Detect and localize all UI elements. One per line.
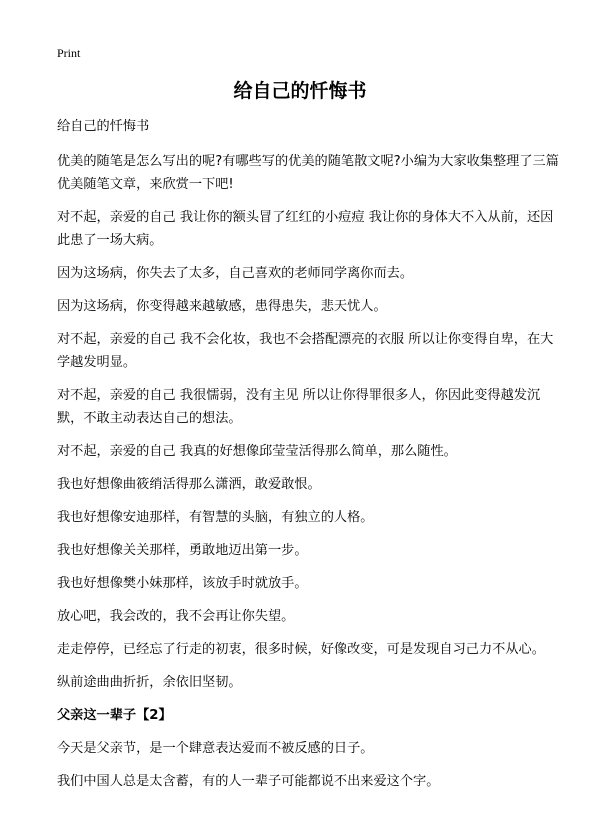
paragraph: 对不起，亲爱的自己 我真的好想像邱莹莹活得那么简单，那么随性。: [57, 444, 457, 459]
paragraph: 因为这场病，你变得越来越敏感，患得患失，悲天忧人。: [57, 299, 387, 314]
paragraph: 我也好想像安迪那样，有智慧的头脑，有独立的人格。: [57, 510, 374, 525]
document-body: [57, 115, 562, 803]
paragraph: 我也好想像关关那样，勇敢地迈出第一步。: [57, 543, 308, 558]
paragraph: 我也好想像樊小妹那样，该放手时就放手。: [57, 576, 308, 591]
paragraph: 走走停停，已经忘了行走的初衷，很多时候，好像改变，可是发现自习己力不从心。: [57, 642, 545, 657]
page-title: 给自己的忏悔书: [233, 80, 367, 102]
paragraph: 纵前途曲曲折折，余依旧坚韧。: [57, 675, 242, 690]
paragraph: 我也好想像曲筱绡活得那么潇洒，敢爱敢恨。: [57, 477, 321, 492]
paragraph: 放心吧，我会改的，我不会再让你失望。: [57, 609, 295, 624]
paragraph: 我们中国人总是太含蓄，有的人一辈子可能都说不出来爱这个字。: [57, 774, 440, 789]
paragraph: 给自己的忏悔书: [57, 119, 150, 134]
paragraph: 对不起，亲爱的自己 我很懦弱，没有主见 所以让你得罪很多人，你因此变得越发沉默，不敢主动表达自己的想法。: [57, 388, 541, 426]
paragraph: 优美的随笔是怎么写出的呢?有哪些写的优美的随笔散文呢?小编为大家收集整理了三篇优美随笔文章，来欣赏一下吧!: [57, 154, 559, 192]
paragraph: 因为这场病，你失去了太多，自己喜欢的老师同学离你而去。: [57, 266, 414, 281]
print-link[interactable]: Print: [57, 46, 81, 60]
section-heading: 父亲这一辈子【2】: [57, 708, 172, 723]
paragraph: 对不起，亲爱的自己 我不会化妆，我也不会搭配漂亮的衣服 所以让你变得自卑，在大学越发明显。: [57, 332, 554, 370]
paragraph: 今天是父亲节，是一个肆意表达爱而不被反感的日子。: [57, 741, 374, 756]
paragraph: 对不起，亲爱的自己 我让你的额头冒了红红的小痘痘 我让你的身体大不入从前，还因此患了一场大病。: [57, 210, 554, 248]
